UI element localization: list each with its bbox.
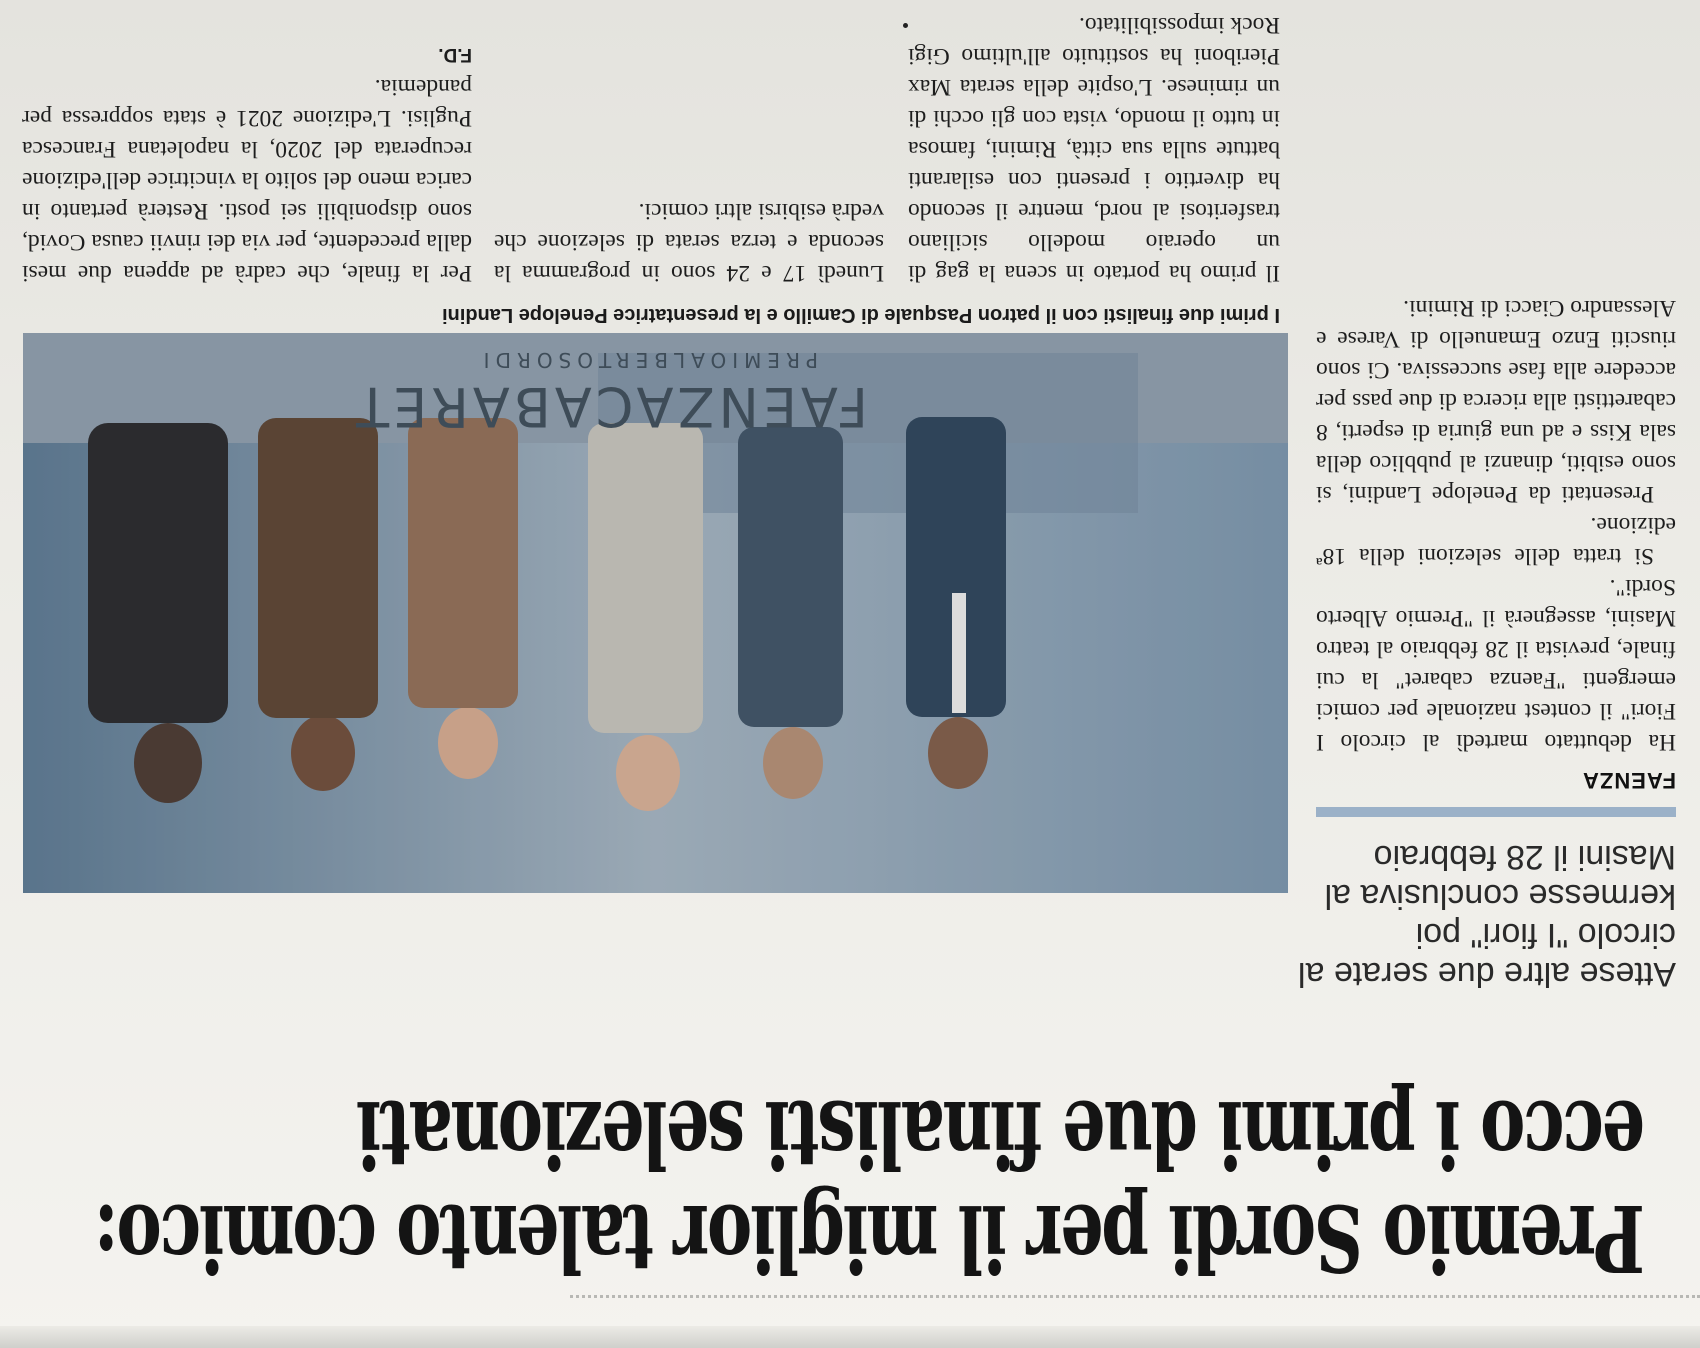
photo-image [23, 333, 1288, 893]
kicker: FAENZA [1582, 768, 1676, 793]
section-rule [1316, 807, 1676, 817]
headline [95, 1080, 1645, 1292]
page-edge [0, 1326, 1700, 1348]
headline-line-1: Premio Sordi per il miglior talento comico: [95, 1184, 1645, 1292]
body-paragraph-1: Ha debuttato martedì al circolo I Fiori" il contest nazionale per comici emergenti "Faenza cabaret" la cui finale, prevista il 28 febbraio al teatro Masini, assegnerà il "Premio Alberto Sordi". [1316, 574, 1676, 755]
backdrop-title: FAENZACABARET [352, 375, 868, 438]
body-paragraph-5: Lunedì 17 e 24 sono in programma la seconda e terza serata di selezione che vedrà esibirsi altri comici. [494, 198, 884, 286]
article-sidebar [1276, 292, 1676, 993]
headline-line-2: ecco i primi due finalisti selezionati [357, 1080, 1645, 1188]
body-column-1 [1316, 292, 1676, 757]
body-paragraph-2: Si tratta delle selezioni della 18ª edizione. [1316, 512, 1676, 569]
article-photo [23, 333, 1288, 893]
summary: Attese altre due serate al circolo "I fiori" poi kermesse conclusiva al Masini il 28 febbraio [1297, 838, 1676, 993]
body-column-3 [494, 195, 884, 288]
backdrop-subtitle: PREMIOALBERTOSORDI [477, 348, 818, 372]
ink-speck [903, 23, 908, 28]
body-column-4 [22, 39, 472, 288]
photo-caption: I primi due finalisti con il patron Pasquale di Camillo e la presentatrice Penelope Landini [442, 304, 1280, 326]
body-column-2 [908, 9, 1280, 288]
body-paragraph-4: Il primo ha portato in scena la gag di un operaio modello siciliano trasferitosi al nord, mentre il secondo ha divertito i presenti con esilaranti battute sulla sua città, Rimini, famosa in tutto il mondo, vista con gli occhi di un riminese. L'ospite della serata Max Pieriboni ha sostituito all'ultimo Gigi Rock impossibilitato. [908, 12, 1280, 286]
body-paragraph-3: Presentati da Penelope Landini, si sono esibiti, dinanzi al pubblico della sala Kiss e ad una giuria di esperti, 8 cabarettisti alla ricerca di due pass per accedere alla fase successiva. Ci sono riusciti Enzo Emanuello di Varese e Alessandro Ciacci di Rimini. [1316, 295, 1676, 507]
author-signature: F.D. [438, 44, 472, 65]
body-paragraph-6: Per la finale, che cadrà ad appena due mesi dalla precedente, per via dei rinvii causa Covid, sono disponibili sei posti. Resterà pertanto in carica meno del solito la vincitrice dell'edizione recuperata del 2020, la napoletana Francesca Puglisi. L'edizione 2021 è stata soppressa per pandemia. [22, 74, 472, 286]
dotted-rule [570, 1295, 1700, 1298]
